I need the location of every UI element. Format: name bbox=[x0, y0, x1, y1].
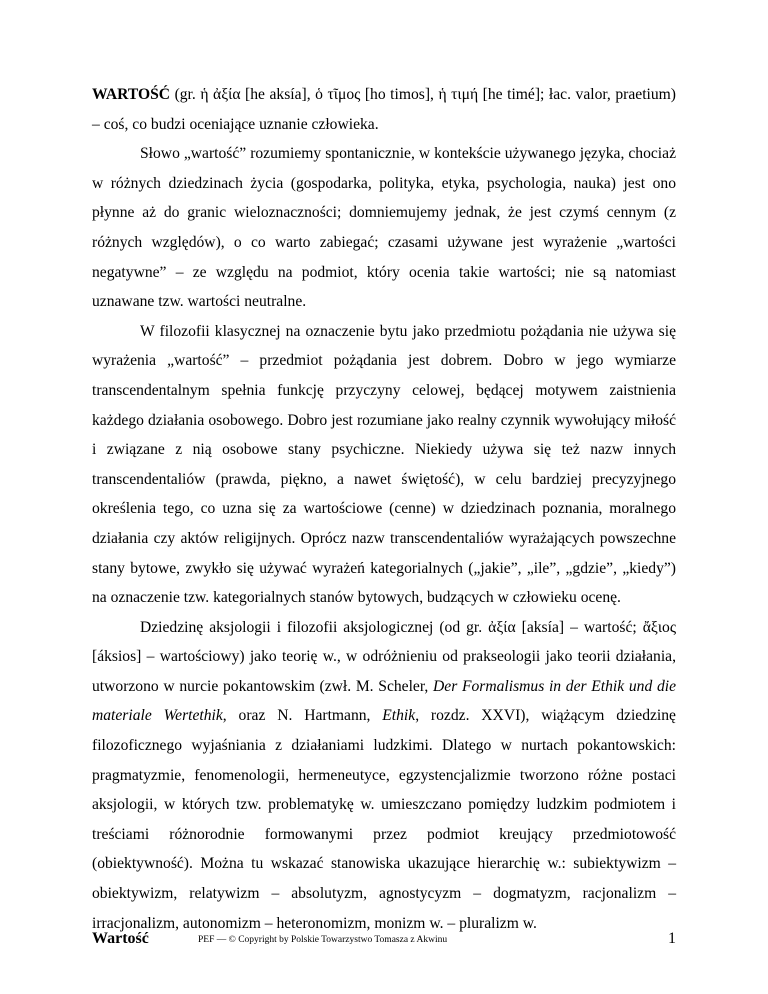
citation-title-hartmann: Ethik bbox=[382, 707, 416, 725]
page-number: 1 bbox=[668, 930, 676, 947]
page-footer bbox=[92, 930, 676, 954]
entry-intro-text: (gr. ἡ ἀξία [he aksía], ὁ τῖμος [ho timos], ἡ τιμή [he timé]; łac. valor, praetium) – coś, co budzi oceniające uznanie człowieka. bbox=[92, 86, 676, 133]
entry-intro bbox=[92, 80, 676, 139]
paragraph-3-text-c: , rozdz. XXVI), wiążącym dziedzinę filozoficznego wyjaśniania z działaniami ludzkimi. Dlatego w nurtach pokantowskich: pragmatyzmie, fenomenologii, hermeneutyce, egzystencjalizmie tworzono różne postaci aksjologii, w których tzw. problematykę w. umieszczano pomiędzy ludzkim podmiotem i treściami różnorodnie formowanymi przez podmiot kreujący przedmiotowość (obiektywność). Można tu wskazać stanowiska ukazujące hierarchię w.: subiektywizm – obiektywizm, relatywizm – absolutyzm, agnostycyzm – dogmatyzm, racjonalizm – irracjonalizm, autonomizm – heteronomizm, monizm w. – pluralizm w. bbox=[92, 707, 676, 932]
entry-body bbox=[92, 80, 676, 938]
paragraph-2: W filozofii klasycznej na oznaczenie bytu jako przedmiotu pożądania nie używa się wyrażenia „wartość” – przedmiot pożądania jest dobrem. Dobro w jego wymiarze transcendentalnym spełnia funkcję przyczyny celowej, będącej motywem zaistnienia każdego działania osobowego. Dobro jest rozumiane jako realny czynnik wywołujący miłość i związane z nią osobowe stany psychiczne. Niekiedy używa się też nazw innych transcendentaliów (prawda, piękno, a nawet świętość), w celu bardziej precyzyjnego określenia tego, co uzna się za wartościowe (cenne) w dziedzinach poznania, moralnego działania czy aktów religijnych. Oprócz nazw transcendentaliów wyrażających powszechne stany bytowe, zwykło się używać wyrażeń kategorialnych („jakie”, „ile”, „gdzie”, „kiedy”) na oznaczenie tzw. kategorialnych stanów bytowych, budzących w człowieku ocenę. bbox=[92, 322, 676, 607]
footer-copyright: PEF — © Copyright by Polskie Towarzystwo Tomasza z Akwinu bbox=[198, 935, 448, 945]
paragraph-3 bbox=[92, 613, 676, 939]
footer-title: Wartość bbox=[92, 930, 149, 947]
citation-title-scheler: Der Formalismus in der Ethik und die materiale Wertethik bbox=[92, 677, 677, 725]
paragraph-1: Słowo „wartość” rozumiemy spontanicznie, w kontekście używanego języka, chociaż w różnych dziedzinach życia (gospodarka, polityka, etyka, psychologia, nauka) jest ono płynne aż do granic wieloznaczności; domniemujemy jednak, że jest czymś cennym (z różnych względów), o co warto zabiegać; czasami używane jest wyrażenie „wartości negatywne” – ze względu na podmiot, który ocenia takie wartości; nie są natomiast uznawane tzw. wartości neutralne. bbox=[92, 145, 676, 311]
paragraph-3-text-b: , oraz N. Hartmann, bbox=[222, 707, 383, 725]
entry-headword: WARTOŚĆ bbox=[92, 86, 171, 103]
paragraph-3-text-a: Dziedzinę aksjologii i filozofii aksjologicznej (od gr. ἀξία [aksía] – wartość; ἄξιος [áksios] – wartościowy) jako teorię w., w odróżnieniu od prakseologii jako teorii działania, utworzono w nurcie pokantowskim (zwł. M. Scheler, bbox=[92, 618, 676, 695]
